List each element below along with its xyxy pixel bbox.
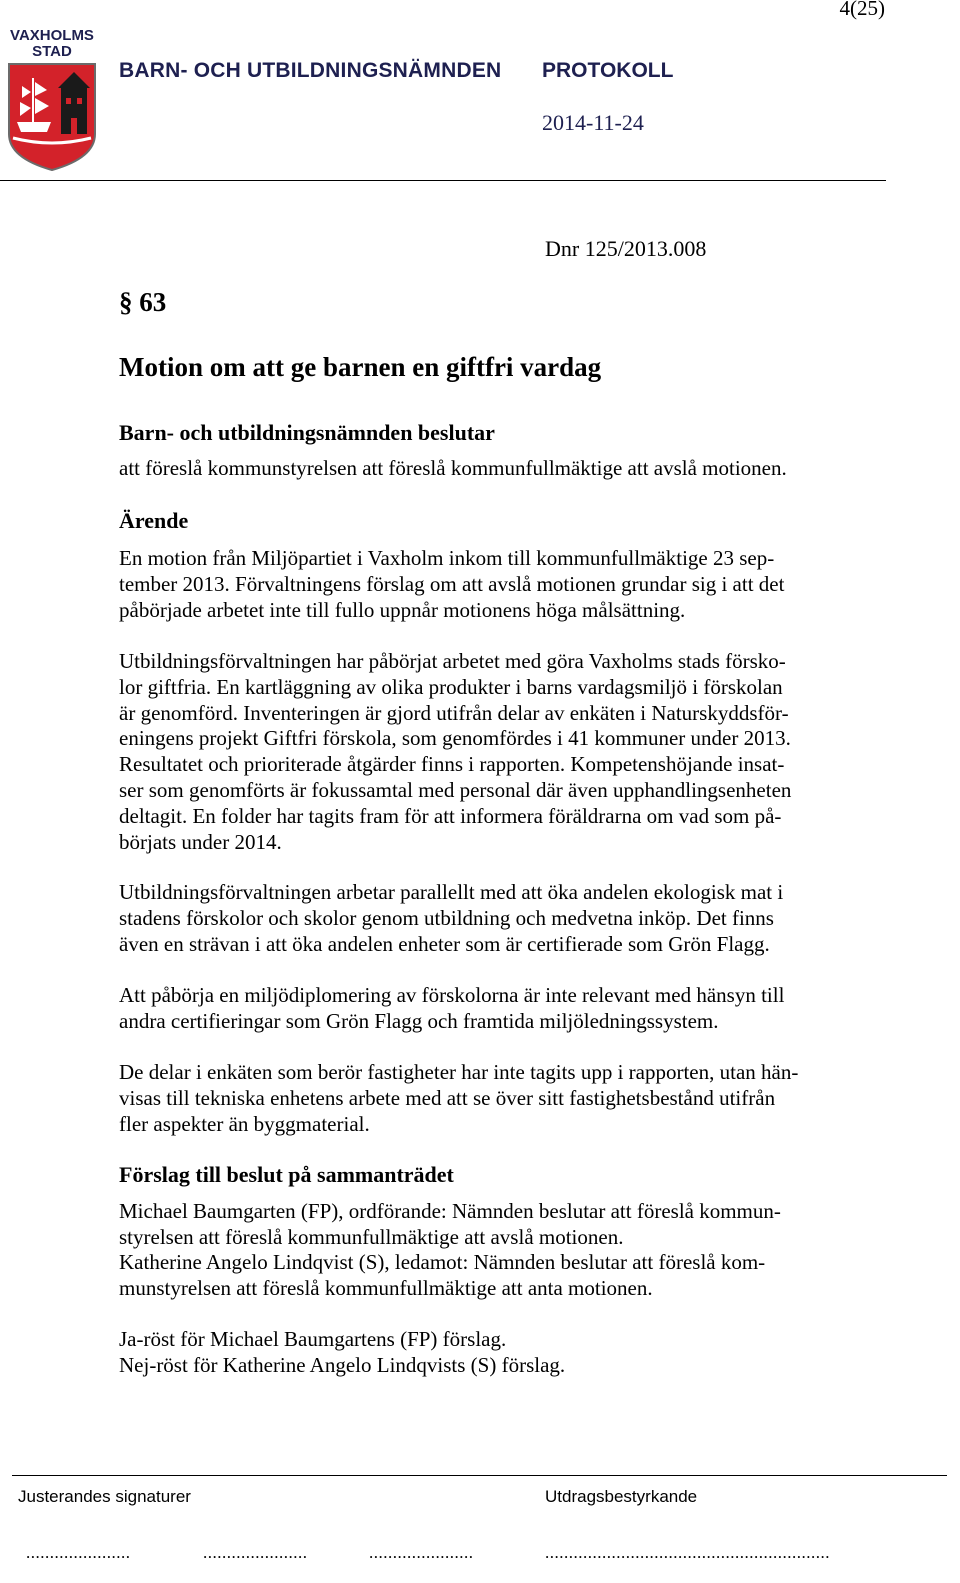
footer-divider: [12, 1475, 947, 1476]
matter-paragraph-4: [119, 983, 899, 1035]
document-date: 2014-11-24: [542, 110, 644, 135]
text-line: är genomförd. Inventeringen är gjord utifrån delar av enkäten i Naturskyddsför-: [119, 700, 789, 725]
vote-yes: Ja-röst för Michael Baumgartens (FP) förslag.: [119, 1327, 507, 1351]
signature-line-2: ......................: [203, 1543, 308, 1562]
text-line: börjats under 2014.: [119, 829, 282, 854]
case-title: Motion om att ge barnen en giftfri vardag: [119, 352, 602, 382]
signature-line-1: ......................: [26, 1543, 131, 1562]
vote-no: Nej-röst för Katherine Angelo Lindqvists (S) förslag.: [119, 1353, 566, 1377]
vaxholm-coat-of-arms-logo: [5, 26, 99, 171]
text-line: ser som genomförts är fokussamtal med personal där även upphandlingsenheten: [119, 777, 792, 802]
logo-text-line1: VAXHOLMS: [10, 27, 94, 44]
text-line: Att påbörja en miljödiplomering av förskolorna är inte relevant med hänsyn till: [119, 983, 785, 1007]
text-line: eningens projekt Giftfri förskola, som genomfördes i 41 kommuner under 2013.: [119, 726, 791, 751]
signatures-label: Justerandes signaturer: [18, 1487, 191, 1506]
paragraph-number: § 63: [119, 287, 167, 317]
header-divider: [0, 180, 886, 181]
matter-heading: Ärende: [119, 508, 189, 533]
ship-hull: [17, 122, 51, 132]
text-line: En motion från Miljöpartiet i Vaxholm inkom till kommunfullmäktige 23 sep-: [119, 546, 775, 570]
text-line: Katherine Angelo Lindqvist (S), ledamot: Nämnden beslutar att föreslå kom-: [119, 1250, 766, 1274]
matter-paragraph-5: [119, 1060, 909, 1137]
page-number: 4(25): [839, 0, 885, 20]
decision-text: att föreslå kommunstyrelsen att föreslå kommunfullmäktige att avslå motionen.: [119, 456, 787, 480]
text-line: De delar i enkäten som berör fastigheter har inte tagits upp i rapporten, utan hän-: [119, 1060, 799, 1084]
text-line: styrelsen att föreslå kommunfullmäktige att avslå motionen.: [119, 1224, 624, 1249]
text-line: munstyrelsen att föreslå kommunfullmäktige att anta motionen.: [119, 1275, 653, 1300]
text-line: tember 2013. Förvaltningens förslag om att avslå motionen grundar sig i att det: [119, 571, 785, 596]
case-dnr: Dnr 125/2013.008: [545, 236, 707, 261]
text-line: andra certifieringar som Grön Flagg och framtida miljöledningssystem.: [119, 1008, 719, 1033]
proposal-member: [119, 1250, 909, 1302]
text-line: Resultatet och prioriterade åtgärder finns i rapporten. Kompetenshöjande insat-: [119, 752, 785, 777]
decision-heading: Barn- och utbildningsnämnden beslutar: [119, 420, 495, 445]
signature-line-3: ......................: [369, 1543, 474, 1562]
text-line: Michael Baumgarten (FP), ordförande: Nämnden beslutar att föreslå kommun-: [119, 1199, 781, 1223]
extract-certification-label: Utdragsbestyrkande: [545, 1487, 698, 1506]
text-line: deltagit. En folder har tagits fram för att informera föräldrarna om vad som på-: [119, 803, 782, 828]
proposal-chair: [119, 1199, 909, 1251]
logo-text-line2: STAD: [32, 43, 72, 60]
text-line: stadens förskolor och skolor genom utbildning och medvetna inköp. Det finns: [119, 905, 774, 930]
certification-line: ............................................................: [545, 1543, 830, 1562]
text-line: Utbildningsförvaltningen arbetar parallellt med att öka andelen ekologisk mat i: [119, 880, 784, 904]
text-line: visas till tekniska enhetens arbete med att se över sitt fastighetsbestånd utifrån: [119, 1085, 776, 1110]
text-line: påbörjade arbetet inte till fullo uppnår motionens höga målsättning.: [119, 597, 686, 622]
document-type: PROTOKOLL: [542, 59, 674, 82]
organization-name: BARN- OCH UTBILDNINGSNÄMNDEN: [119, 59, 502, 82]
text-line: fler aspekter än byggmaterial.: [119, 1111, 370, 1136]
proposal-heading: Förslag till beslut på sammanträdet: [119, 1162, 454, 1187]
text-line: även en strävan i att öka andelen enheter som är certifierade som Grön Flagg.: [119, 931, 770, 956]
text-line: lor giftfria. En kartläggning av olika produkter i barns vardagsmiljö i förskolan: [119, 674, 783, 699]
matter-paragraph-2: [119, 649, 899, 855]
matter-paragraph-1: [119, 546, 899, 623]
text-line: Utbildningsförvaltningen har påbörjat arbetet med göra Vaxholms stads försko-: [119, 649, 786, 673]
matter-paragraph-3: [119, 880, 899, 957]
